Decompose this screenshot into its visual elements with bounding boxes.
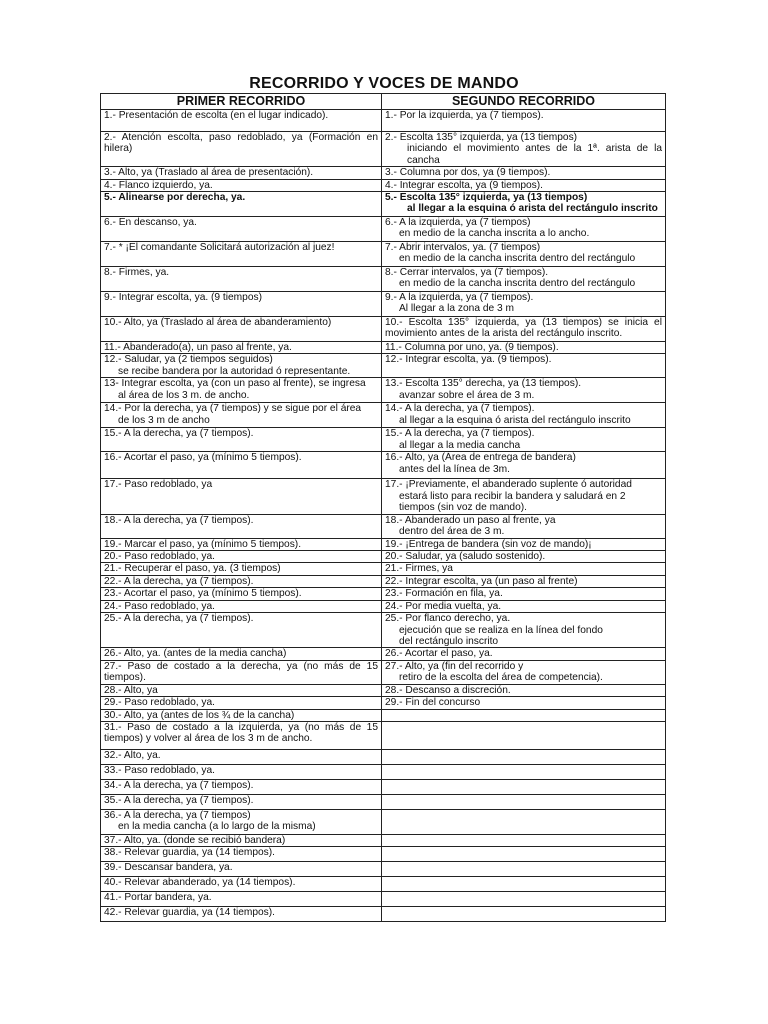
command-text: 2.- Atención escolta, paso redoblado, ya (Formación en hilera)	[104, 132, 378, 155]
primer-recorrido-cell	[101, 779, 382, 794]
command-text: 26.- Alto, ya. (antes de la media cancha)	[104, 648, 287, 660]
segundo-recorrido-cell	[382, 551, 666, 563]
primer-recorrido-cell	[101, 907, 382, 922]
command-text: 12.- Integrar escolta, ya. (9 tiempos).	[385, 354, 552, 366]
command-text: 1.- Presentación de escolta (en el lugar indicado).	[104, 110, 329, 121]
command-text: 20.- Saludar, ya (saludo sostenido).	[385, 551, 546, 563]
table-row	[101, 575, 666, 587]
command-text: 4.- Integrar escolta, ya (9 tiempos).	[385, 179, 543, 191]
table-row	[101, 267, 666, 292]
primer-recorrido-cell	[101, 292, 382, 317]
segundo-recorrido-cell	[382, 892, 666, 907]
segundo-recorrido-cell	[382, 764, 666, 779]
primer-recorrido-cell	[101, 862, 382, 877]
table-row	[101, 648, 666, 660]
command-text: 39.- Descansar bandera, ya.	[104, 862, 233, 874]
command-text: en medio de la cancha inscrita dentro del rectángulo	[399, 278, 636, 290]
primer-recorrido-cell	[101, 378, 382, 403]
command-text: 6.- En descanso, ya.	[104, 217, 197, 229]
primer-recorrido-cell	[101, 110, 382, 132]
segundo-recorrido-cell	[382, 684, 666, 696]
command-text: 42.- Relevar guardia, ya (14 tiempos).	[104, 907, 276, 919]
table-row	[101, 292, 666, 317]
command-text: 34.- A la derecha, ya (7 tiempos).	[104, 779, 254, 791]
table-row	[101, 709, 666, 721]
table-row	[101, 538, 666, 550]
command-text: 16.- Alto, ya (Área de entrega de bandera)	[385, 452, 576, 464]
table-row	[101, 479, 666, 514]
command-text: 21.- Recuperar el paso, ya. (3 tiempos)	[104, 563, 281, 575]
command-text: 35.- A la derecha, ya (7 tiempos).	[104, 794, 254, 806]
command-text: 28.- Descanso a discreción.	[385, 684, 511, 696]
command-text: 27.- Alto, ya (fin del recorrido y	[385, 660, 524, 672]
primer-recorrido-cell	[101, 167, 382, 179]
segundo-recorrido-cell	[382, 779, 666, 794]
command-text: 17.- Paso redoblado, ya	[104, 479, 213, 491]
table-row	[101, 892, 666, 907]
primer-recorrido-cell	[101, 809, 382, 834]
primer-recorrido-cell	[101, 613, 382, 648]
segundo-recorrido-cell	[382, 242, 666, 267]
table-row	[101, 764, 666, 779]
command-text: avanzar sobre el área de 3 m.	[399, 389, 535, 401]
table-row	[101, 132, 666, 167]
table-row	[101, 563, 666, 575]
table-row	[101, 217, 666, 242]
command-text: antes del la línea de 3m.	[399, 463, 511, 475]
segundo-recorrido-cell	[382, 749, 666, 764]
command-text: al llegar a la esquina ó arista del rectángulo inscrito	[399, 414, 631, 426]
segundo-recorrido-cell	[382, 600, 666, 612]
segundo-recorrido-cell	[382, 834, 666, 846]
command-text: 14.- Por la derecha, ya (7 tiempos) y se sigue por el área	[104, 403, 362, 415]
table-row	[101, 452, 666, 479]
command-text: 30.- Alto, ya (antes de los ¾ de la cancha)	[104, 709, 295, 721]
command-text: 24.- Por media vuelta, ya.	[385, 600, 502, 612]
command-text: al llegar a la media cancha	[399, 439, 521, 451]
command-text: 23.- Acortar el paso, ya (mínimo 5 tiempos).	[104, 588, 302, 600]
command-text: 11.- Abanderado(a), un paso al frente, ya.	[104, 342, 292, 354]
segundo-recorrido-cell	[382, 575, 666, 587]
command-text: en la media cancha (a lo largo de la misma)	[118, 821, 316, 833]
commands-table	[100, 93, 666, 922]
command-text: Al llegar a la zona de 3 m	[399, 303, 514, 315]
segundo-recorrido-cell	[382, 317, 666, 342]
table-row	[101, 167, 666, 179]
primer-recorrido-cell	[101, 538, 382, 550]
segundo-recorrido-cell	[382, 563, 666, 575]
command-text: al área de los 3 m. de ancho.	[118, 389, 250, 401]
command-text: de los 3 m de ancho	[118, 414, 210, 426]
command-text: 6.- A la izquierda, ya (7 tiempos)	[385, 217, 531, 229]
segundo-recorrido-cell	[382, 167, 666, 179]
segundo-recorrido-cell	[382, 794, 666, 809]
table-row	[101, 110, 666, 132]
table-row	[101, 721, 666, 749]
command-text: 2.- Escolta 135° izquierda, ya (13 tiempos)	[385, 132, 578, 143]
command-text: 29.- Paso redoblado, ya.	[104, 697, 216, 709]
segundo-recorrido-cell	[382, 538, 666, 550]
segundo-recorrido-cell	[382, 809, 666, 834]
command-text: 28.- Alto, ya	[104, 684, 158, 696]
command-text: 1.- Por la izquierda, ya (7 tiempos).	[385, 110, 544, 121]
segundo-recorrido-cell	[382, 292, 666, 317]
primer-recorrido-cell	[101, 403, 382, 428]
command-text: 11.- Columna por uno, ya. (9 tiempos).	[385, 342, 559, 354]
segundo-recorrido-cell	[382, 179, 666, 191]
table-row	[101, 192, 666, 217]
command-text: 22.- Integrar escolta, ya (un paso al frente)	[385, 575, 578, 587]
primer-recorrido-cell	[101, 132, 382, 167]
command-text: dentro del área de 3 m.	[399, 526, 505, 538]
command-text: 23.- Formación en fila, ya.	[385, 588, 503, 600]
segundo-recorrido-cell	[382, 514, 666, 538]
segundo-recorrido-cell	[382, 847, 666, 862]
command-text: del rectángulo inscrito	[399, 635, 499, 647]
command-text: 20.- Paso redoblado, ya.	[104, 551, 216, 563]
segundo-recorrido-cell	[382, 354, 666, 378]
command-text: 7.- Abrir intervalos, ya. (7 tiempos)	[385, 242, 541, 254]
command-text: 19.- Marcar el paso, ya (mínimo 5 tiempos).	[104, 538, 302, 550]
segundo-recorrido-cell	[382, 342, 666, 354]
primer-recorrido-cell	[101, 588, 382, 600]
table-row	[101, 179, 666, 191]
command-text: 25.- A la derecha, ya (7 tiempos).	[104, 613, 254, 625]
primer-recorrido-cell	[101, 479, 382, 514]
command-text: estará listo para recibir la bandera y saludará en 2	[399, 490, 626, 502]
command-text: 40.- Relevar abanderado, ya (14 tiempos).	[104, 877, 296, 889]
primer-recorrido-cell	[101, 834, 382, 846]
segundo-recorrido-cell	[382, 403, 666, 428]
table-row	[101, 403, 666, 428]
command-text: 22.- A la derecha, ya (7 tiempos).	[104, 575, 254, 587]
command-text: 13- Integrar escolta, ya (con un paso al frente), se ingresa	[104, 378, 366, 390]
command-text: 29.- Fin del concurso	[385, 697, 481, 709]
segundo-recorrido-cell	[382, 648, 666, 660]
table-row	[101, 317, 666, 342]
command-text: 15.- A la derecha, ya (7 tiempos).	[104, 428, 254, 440]
command-text: se recibe bandera por la autoridad ó representante.	[118, 365, 351, 377]
command-text: 24.- Paso redoblado, ya.	[104, 600, 216, 612]
segundo-recorrido-cell	[382, 110, 666, 132]
primer-recorrido-cell	[101, 877, 382, 892]
table-row	[101, 684, 666, 696]
table-row	[101, 794, 666, 809]
table-row	[101, 600, 666, 612]
command-text: 3.- Alto, ya (Traslado al área de presentación).	[104, 167, 314, 179]
primer-recorrido-cell	[101, 354, 382, 378]
command-text: 7.- * ¡El comandante Solicitará autorización al juez!	[104, 242, 335, 254]
command-text: 8.- Firmes, ya.	[104, 267, 170, 279]
table-row	[101, 660, 666, 684]
command-text: 8.- Cerrar intervalos, ya (7 tiempos).	[385, 267, 549, 279]
primer-recorrido-cell	[101, 764, 382, 779]
segundo-recorrido-cell	[382, 132, 666, 167]
primer-recorrido-cell	[101, 428, 382, 452]
table-row	[101, 514, 666, 538]
segundo-recorrido-cell	[382, 217, 666, 242]
command-text: 4.- Flanco izquierdo, ya.	[104, 179, 213, 191]
segundo-recorrido-cell	[382, 613, 666, 648]
command-text: 5.- Alinearse por derecha, ya.	[104, 192, 246, 204]
command-text: iniciando el movimiento antes de la 1ª. arista de la cancha	[407, 143, 662, 166]
segundo-recorrido-cell	[382, 267, 666, 292]
table-row	[101, 907, 666, 922]
command-text: al llegar a la esquina ó arista del rectángulo inscrito	[407, 203, 658, 215]
primer-recorrido-cell	[101, 794, 382, 809]
command-text: 31.- Paso de costado a la izquierda, ya (no más de 15 tiempos) y volver al área de los 3 m de ancho.	[104, 721, 378, 745]
command-text: 27.- Paso de costado a la derecha, ya (no más de 15 tiempos).	[104, 660, 378, 684]
segundo-recorrido-cell	[382, 192, 666, 217]
segundo-recorrido-cell	[382, 907, 666, 922]
command-text: 21.- Firmes, ya	[385, 563, 453, 575]
primer-recorrido-cell	[101, 709, 382, 721]
segundo-recorrido-cell	[382, 588, 666, 600]
command-text: en medio de la cancha inscrita dentro del rectángulo	[399, 253, 636, 265]
table-row	[101, 809, 666, 834]
command-text: 9.- A la izquierda, ya (7 tiempos).	[385, 292, 534, 304]
table-row	[101, 551, 666, 563]
segundo-recorrido-cell	[382, 862, 666, 877]
command-text: 12.- Saludar, ya (2 tiempos seguidos)	[104, 354, 273, 366]
primer-recorrido-cell	[101, 600, 382, 612]
table-row	[101, 749, 666, 764]
primer-recorrido-cell	[101, 551, 382, 563]
table-row	[101, 354, 666, 378]
command-text: 36.- A la derecha, ya (7 tiempos)	[104, 809, 251, 821]
table-row	[101, 588, 666, 600]
primer-recorrido-cell	[101, 749, 382, 764]
command-text: 16.- Acortar el paso, ya (mínimo 5 tiempos).	[104, 452, 302, 464]
command-text: 15.- A la derecha, ya (7 tiempos).	[385, 428, 535, 440]
primer-recorrido-cell	[101, 721, 382, 749]
command-text: 26.- Acortar el paso, ya.	[385, 648, 493, 660]
primer-recorrido-cell	[101, 892, 382, 907]
primer-recorrido-cell	[101, 684, 382, 696]
table-row	[101, 697, 666, 709]
command-text: 18.- A la derecha, ya (7 tiempos).	[104, 514, 254, 526]
command-text: ejecución que se realiza en la línea del fondo	[399, 624, 603, 636]
primer-recorrido-cell	[101, 514, 382, 538]
command-text: 32.- Alto, ya.	[104, 749, 161, 761]
primer-recorrido-cell	[101, 847, 382, 862]
primer-recorrido-cell	[101, 179, 382, 191]
command-text: 41.- Portar bandera, ya.	[104, 892, 212, 904]
primer-recorrido-cell	[101, 575, 382, 587]
primer-recorrido-cell	[101, 660, 382, 684]
table-row	[101, 862, 666, 877]
page-title: RECORRIDO Y VOCES DE MANDO	[249, 75, 519, 92]
segundo-recorrido-cell	[382, 877, 666, 892]
primer-recorrido-cell	[101, 342, 382, 354]
command-text: retiro de la escolta del área de competencia).	[399, 672, 603, 684]
command-text: 38.- Relevar guardia, ya (14 tiempos).	[104, 847, 276, 859]
command-text: 5.- Escolta 135° izquierda, ya (13 tiempos)	[385, 192, 588, 204]
primer-recorrido-cell	[101, 267, 382, 292]
table-row	[101, 378, 666, 403]
segundo-recorrido-cell	[382, 479, 666, 514]
command-text: 33.- Paso redoblado, ya.	[104, 764, 216, 776]
primer-recorrido-cell	[101, 563, 382, 575]
table-row	[101, 877, 666, 892]
primer-recorrido-cell	[101, 242, 382, 267]
table-row	[101, 242, 666, 267]
table-row	[101, 342, 666, 354]
command-text: 37.- Alto, ya. (donde se recibió bandera)	[104, 834, 286, 846]
table-row	[101, 779, 666, 794]
primer-recorrido-cell	[101, 217, 382, 242]
header-segundo-recorrido: SEGUNDO RECORRIDO	[382, 94, 666, 110]
command-text: 18.- Abanderado un paso al frente, ya	[385, 514, 556, 526]
command-text: 10.- Escolta 135° izquierda, ya (13 tiempos) se inicia el movimiento antes de la arista del rectángulo inscrito.	[385, 317, 662, 340]
command-text: 3.- Columna por dos, ya (9 tiempos).	[385, 167, 551, 179]
command-text: tiempos (sin voz de mando).	[399, 502, 527, 514]
table-row	[101, 834, 666, 846]
command-text: 13.- Escolta 135° derecha, ya (13 tiempos).	[385, 378, 582, 390]
table-header-row	[101, 94, 666, 110]
segundo-recorrido-cell	[382, 660, 666, 684]
segundo-recorrido-cell	[382, 709, 666, 721]
command-text: en medio de la cancha inscrita a lo ancho.	[399, 228, 590, 240]
command-text: 25.- Por flanco derecho, ya.	[385, 613, 511, 625]
table-row	[101, 847, 666, 862]
command-text: 14.- A la derecha, ya (7 tiempos).	[385, 403, 535, 415]
segundo-recorrido-cell	[382, 428, 666, 452]
segundo-recorrido-cell	[382, 378, 666, 403]
table-row	[101, 613, 666, 648]
command-text: 19.- ¡Entrega de bandera (sin voz de mando)¡	[385, 538, 592, 550]
primer-recorrido-cell	[101, 697, 382, 709]
segundo-recorrido-cell	[382, 721, 666, 749]
primer-recorrido-cell	[101, 317, 382, 342]
primer-recorrido-cell	[101, 452, 382, 479]
table-row	[101, 428, 666, 452]
command-text: 10.- Alto, ya (Traslado al área de abanderamiento)	[104, 317, 332, 329]
segundo-recorrido-cell	[382, 697, 666, 709]
primer-recorrido-cell	[101, 648, 382, 660]
command-text: 9.- Integrar escolta, ya. (9 tiempos)	[104, 292, 262, 304]
command-text: 17.- ¡Previamente, el abanderado suplente ó autoridad	[385, 479, 632, 491]
segundo-recorrido-cell	[382, 452, 666, 479]
primer-recorrido-cell	[101, 192, 382, 217]
header-primer-recorrido: PRIMER RECORRIDO	[101, 94, 382, 110]
